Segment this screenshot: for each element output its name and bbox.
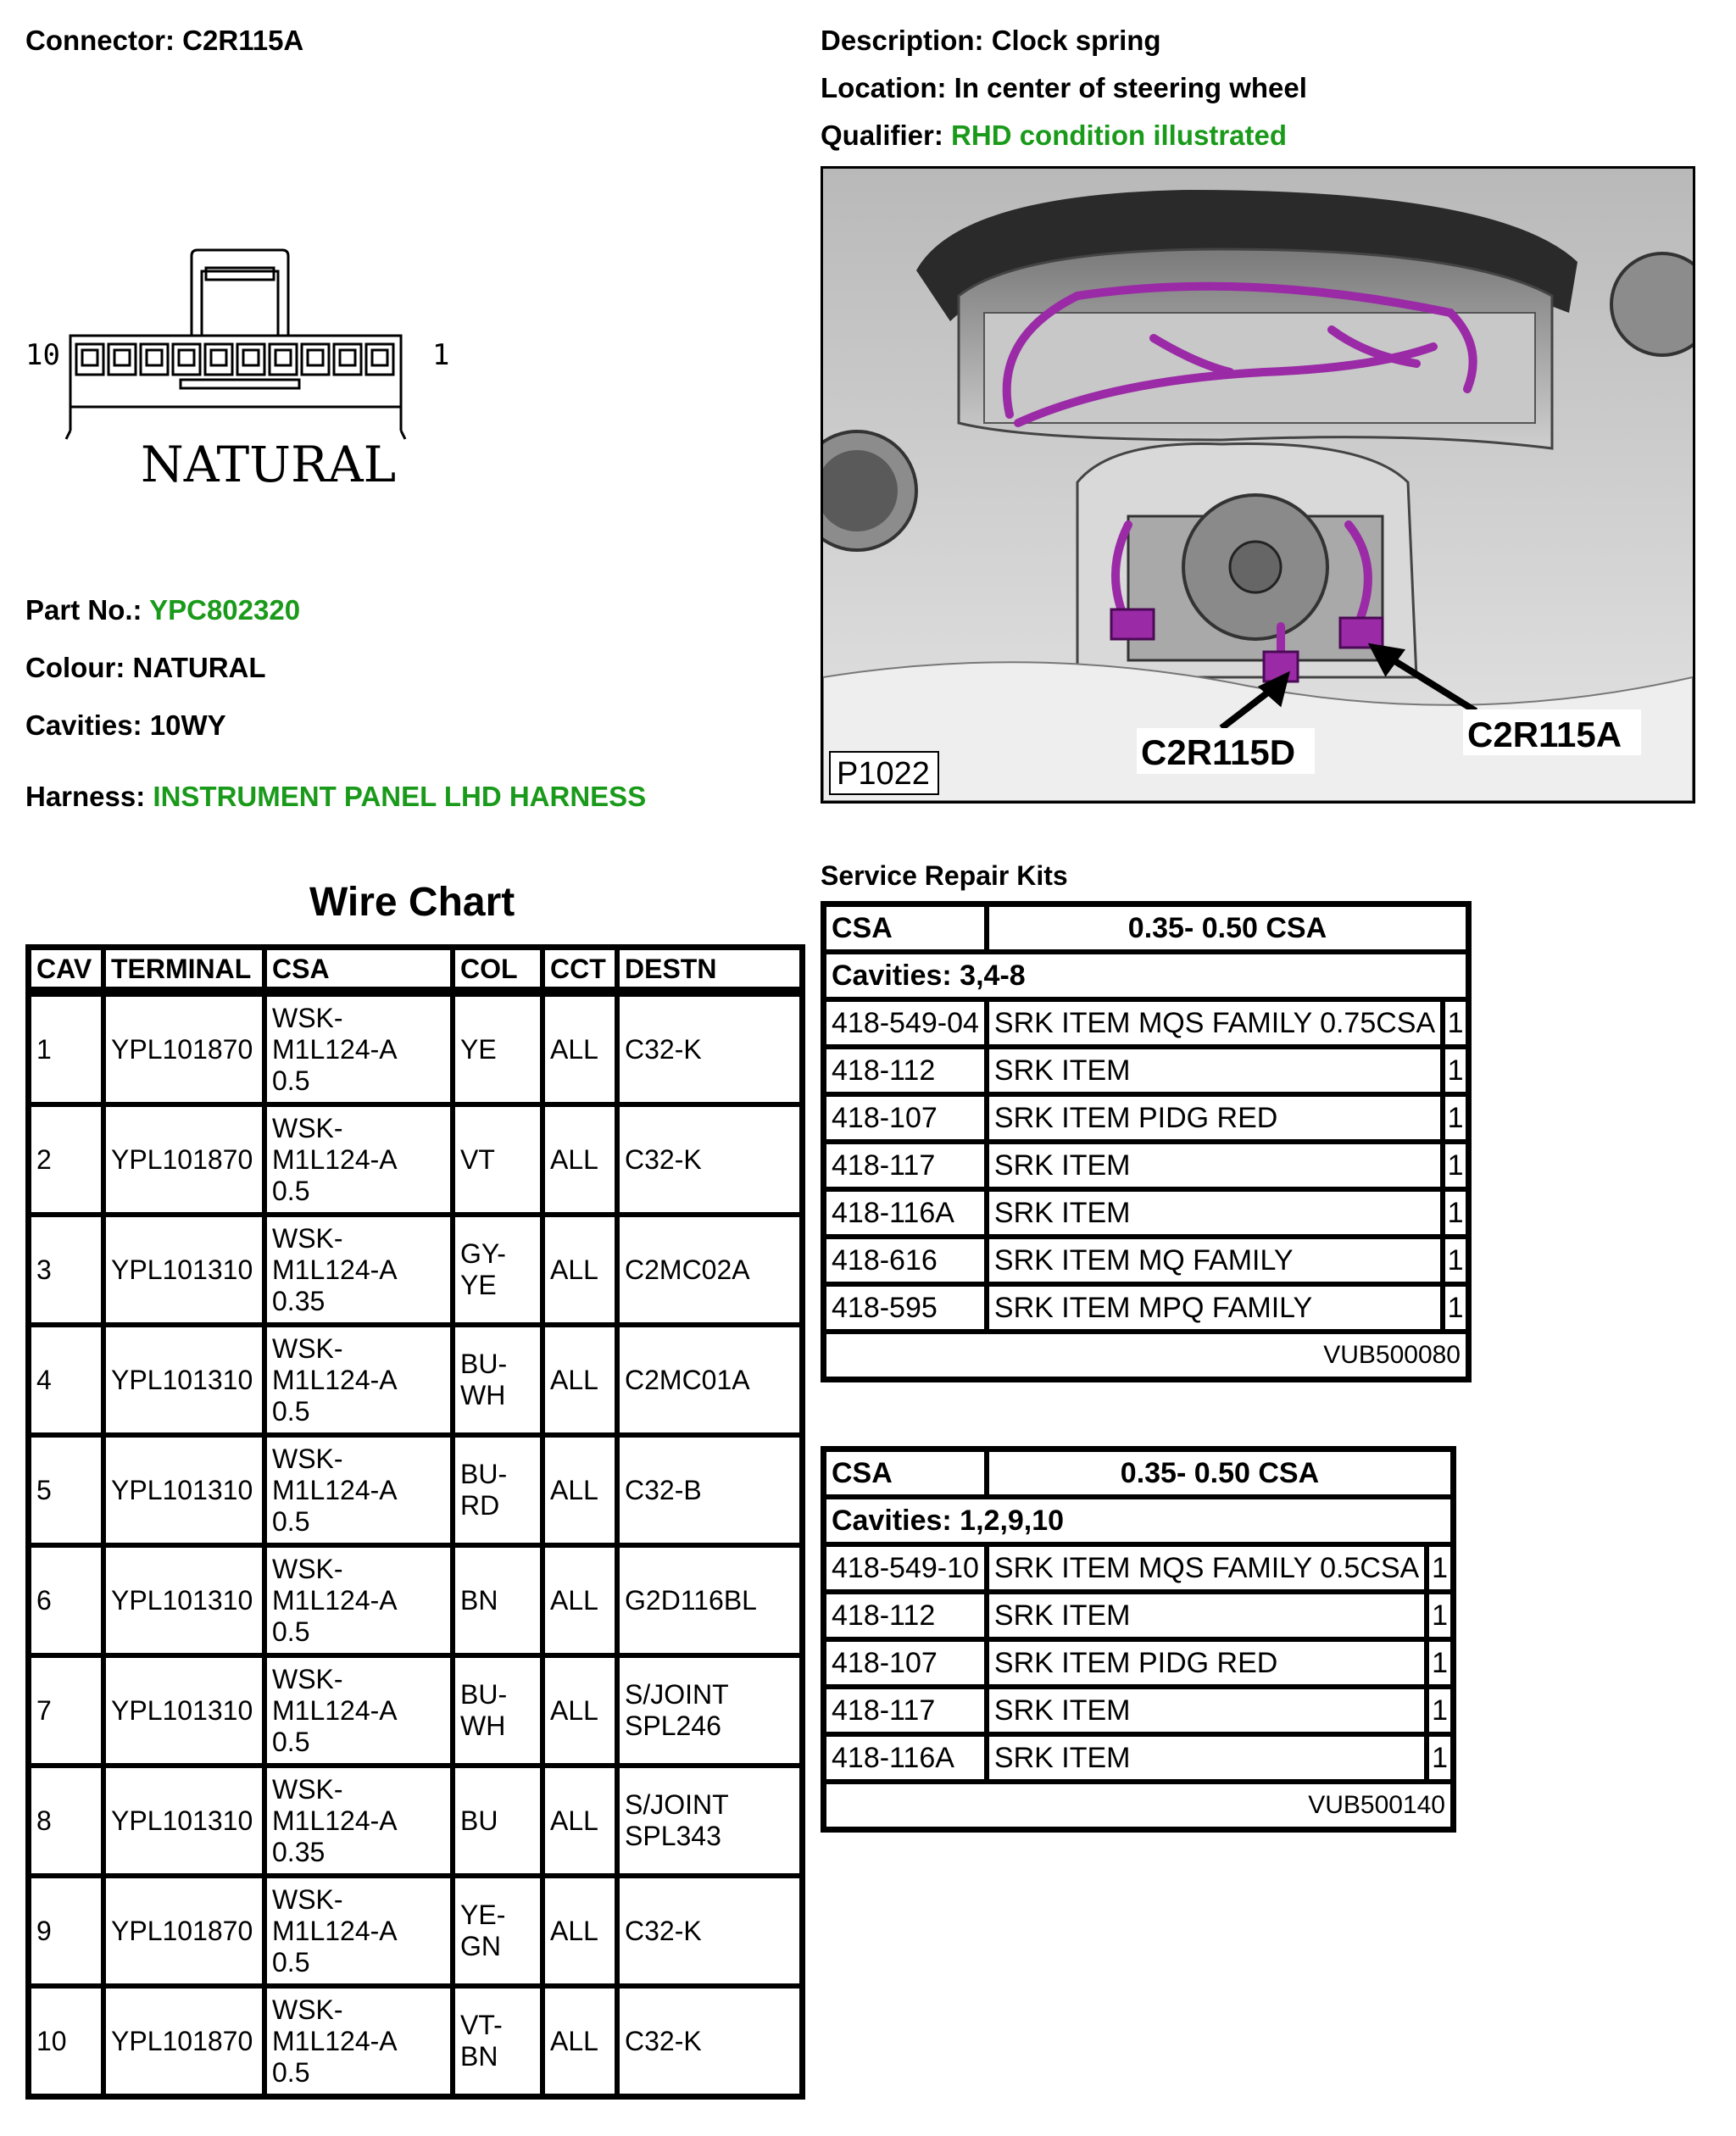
cell-csa-line: 0.5 (272, 1946, 310, 1977)
kit-item-qty: 1 (1443, 1094, 1468, 1142)
table-row (29, 1766, 802, 1876)
cell-csa-line: WSK- (272, 1883, 343, 1915)
cell-csa-line: M1L124-A (272, 1915, 398, 1946)
connector-label: Connector: (25, 25, 175, 56)
cell-destn (617, 1986, 802, 2096)
cell-terminal: YPL101310 (103, 1545, 264, 1655)
cell-cct: ALL (542, 1876, 617, 1986)
cell-col-line: BN (460, 1584, 498, 1616)
cell-terminal: YPL101310 (103, 1766, 264, 1876)
cavity-terminal (340, 350, 355, 365)
kit-item-code: 418-116A (824, 1734, 987, 1782)
kit-item-desc: SRK ITEM PIDG RED (987, 1639, 1427, 1687)
connector-line (25, 24, 303, 58)
cell-terminal: YPL101310 (103, 1435, 264, 1545)
kit-item-desc: SRK ITEM (987, 1142, 1443, 1189)
cell-csa-line: 0.5 (272, 1505, 310, 1537)
cavities-line (25, 709, 226, 743)
cell-terminal: YPL101870 (103, 1876, 264, 1986)
cell-destn-line: C32-K (625, 2025, 702, 2056)
cavity-terminal (308, 350, 323, 365)
kit-item-desc: SRK ITEM (987, 1592, 1427, 1639)
cavity-terminal (82, 350, 97, 365)
kit-item-qty: 1 (1443, 1237, 1468, 1284)
cell-destn-line: SPL343 (625, 1821, 721, 1851)
kit-item-desc: SRK ITEM (987, 1189, 1443, 1237)
kit-item-row (824, 1142, 1468, 1189)
kit-item-qty: 1 (1443, 1047, 1468, 1094)
cell-col-line: VT- (460, 2010, 503, 2040)
callout-c2r115a: C2R115A (1467, 715, 1622, 754)
cell-csa-line: WSK- (272, 1663, 343, 1694)
kit-item-code: 418-112 (824, 1592, 987, 1639)
cell-cct: ALL (542, 1545, 617, 1655)
cavities-value: 10WY (149, 709, 226, 741)
cell-csa-line: M1L124-A (272, 1694, 398, 1726)
cell-terminal: YPL101870 (103, 1104, 264, 1215)
cell-cav: 5 (29, 1435, 103, 1545)
table-row (29, 1876, 802, 1986)
table-row (29, 1545, 802, 1655)
cell-csa-line: 0.35 (272, 1285, 326, 1316)
kit-item-desc: SRK ITEM MPQ FAMILY (987, 1284, 1443, 1332)
kit-item-row (824, 1284, 1468, 1332)
kit-item-qty: 1 (1443, 1189, 1468, 1237)
wire-chart-table (25, 944, 805, 2100)
description-label: Description: (821, 25, 984, 56)
cell-csa-line: 0.5 (272, 1395, 310, 1427)
cell-col-line: GN (460, 1931, 501, 1961)
part-label: Part No.: (25, 594, 142, 626)
cell-cct: ALL (542, 1655, 617, 1766)
cell-destn-line: G2D116BL (625, 1584, 757, 1616)
cell-csa (264, 1986, 453, 2096)
kit-item-row (824, 1544, 1453, 1592)
cell-csa-line: M1L124-A (272, 1033, 398, 1065)
cell-col (453, 1545, 542, 1655)
kit-csa-range: 0.35- 0.50 CSA (987, 1449, 1453, 1497)
cavity-5 (237, 344, 264, 375)
cell-destn (617, 1104, 802, 1215)
table-row (29, 1986, 802, 2096)
cell-destn-line: C32-B (625, 1474, 702, 1505)
kit-item-row (824, 1687, 1453, 1734)
wire-chart-header-cct: CCT (542, 948, 617, 994)
connector-value: C2R115A (182, 25, 304, 56)
qualifier-value: RHD condition illustrated (951, 120, 1288, 151)
cell-cav: 4 (29, 1325, 103, 1435)
cell-cct: ALL (542, 1325, 617, 1435)
kit-cavities: Cavities: 1,2,9,10 (824, 1497, 1453, 1544)
cavity-row (76, 344, 393, 375)
kit-item-row (824, 1047, 1468, 1094)
cell-col-line: YE- (460, 1900, 506, 1930)
cell-destn-line: C32-K (625, 1143, 702, 1175)
cell-csa (264, 994, 453, 1104)
kit-item-desc: SRK ITEM MQS FAMILY 0.5CSA (987, 1544, 1427, 1592)
cell-csa-line: 0.5 (272, 1065, 310, 1096)
cell-cav: 1 (29, 994, 103, 1104)
kit-cavities-row (824, 1497, 1453, 1544)
qualifier-line (821, 119, 1287, 153)
pin-1-label: 1 (432, 338, 450, 372)
cell-destn-line: C2MC02A (625, 1254, 750, 1285)
harness-label: Harness: (25, 781, 146, 812)
cavity-terminal (372, 350, 387, 365)
table-row (29, 1435, 802, 1545)
cell-col-line: RD (460, 1490, 500, 1521)
kit-item-qty: 1 (1427, 1687, 1453, 1734)
cell-destn (617, 1325, 802, 1435)
part-number-line (25, 593, 300, 627)
colour-line (25, 651, 266, 685)
connector-face-diagram (24, 246, 465, 500)
kit-footer-row (824, 1782, 1453, 1829)
cavity-6 (205, 344, 232, 375)
cell-destn-line: C32-K (625, 1915, 702, 1946)
kit-item-desc: SRK ITEM MQS FAMILY 0.75CSA (987, 999, 1443, 1047)
location-value: In center of steering wheel (954, 72, 1307, 103)
location-label: Location: (821, 72, 947, 103)
cell-col (453, 1435, 542, 1545)
cell-terminal: YPL101310 (103, 1655, 264, 1766)
service-kits-title: Service Repair Kits (821, 860, 1068, 891)
cell-csa (264, 1655, 453, 1766)
dashboard-illustration (823, 169, 1693, 801)
cell-col-line: BU- (460, 1349, 508, 1379)
cell-cct: ALL (542, 1766, 617, 1876)
kit-number: VUB500080 (824, 1332, 1468, 1379)
cavity-1 (366, 344, 393, 375)
cell-cct: ALL (542, 1215, 617, 1325)
pin-10-label: 10 (25, 338, 60, 372)
cell-col-line: BU- (460, 1459, 508, 1489)
cell-cav: 9 (29, 1876, 103, 1986)
cell-col (453, 1104, 542, 1215)
cell-csa-line: 0.5 (272, 1616, 310, 1647)
wire-chart-header-csa: CSA (264, 948, 453, 994)
kit-csa-label: CSA (824, 1449, 987, 1497)
cell-terminal: YPL101870 (103, 994, 264, 1104)
cell-csa (264, 1766, 453, 1876)
cell-csa-line: 0.5 (272, 1726, 310, 1757)
kit-item-desc: SRK ITEM MQ FAMILY (987, 1237, 1443, 1284)
cavities-label: Cavities: (25, 709, 142, 741)
colour-value: NATURAL (132, 652, 266, 683)
cell-destn-line: C2MC01A (625, 1364, 750, 1395)
table-row (29, 1215, 802, 1325)
cell-cct: ALL (542, 1986, 617, 2096)
cell-cav: 7 (29, 1655, 103, 1766)
kit-csa-label: CSA (824, 904, 987, 952)
cell-csa-line: WSK- (272, 1994, 343, 2025)
cavity-terminal (243, 350, 259, 365)
cell-destn-line: SPL246 (625, 1710, 721, 1741)
cell-csa (264, 1325, 453, 1435)
wire-chart-header-cav: CAV (29, 948, 103, 994)
wire-chart-header-row (29, 948, 802, 994)
cell-terminal: YPL101870 (103, 1986, 264, 2096)
part-value: YPC802320 (149, 594, 301, 626)
cell-csa (264, 1104, 453, 1215)
table-row (29, 1104, 802, 1215)
kit-item-qty: 1 (1427, 1639, 1453, 1687)
wire-chart-header-destn: DESTN (617, 948, 802, 994)
cell-cct: ALL (542, 1104, 617, 1215)
kit-item-code: 418-107 (824, 1094, 987, 1142)
cell-terminal: YPL101310 (103, 1215, 264, 1325)
cavity-7 (173, 344, 200, 375)
kit-header-row (824, 1449, 1453, 1497)
kit-csa-range: 0.35- 0.50 CSA (987, 904, 1468, 952)
cell-col (453, 1215, 542, 1325)
cell-csa-line: WSK- (272, 1112, 343, 1143)
kit-item-qty: 1 (1427, 1592, 1453, 1639)
kit-item-qty: 1 (1443, 1142, 1468, 1189)
cell-destn (617, 1545, 802, 1655)
kit-number: VUB500140 (824, 1782, 1453, 1829)
cell-cav: 3 (29, 1215, 103, 1325)
cell-col-line: WH (460, 1380, 506, 1410)
harness-value: INSTRUMENT PANEL LHD HARNESS (153, 781, 647, 812)
kit-item-row (824, 1189, 1468, 1237)
cell-csa (264, 1876, 453, 1986)
cavity-10 (76, 344, 103, 375)
kit-footer-row (824, 1332, 1468, 1379)
cell-destn-line: S/JOINT (625, 1789, 729, 1820)
kit-item-code: 418-117 (824, 1687, 987, 1734)
kit-item-row (824, 1237, 1468, 1284)
cell-csa-line: WSK- (272, 1773, 343, 1805)
location-line (821, 71, 1307, 105)
callout-c2r115d: C2R115D (1141, 732, 1296, 772)
kit-cavities-row (824, 952, 1468, 999)
cell-csa-line: M1L124-A (272, 1584, 398, 1616)
cell-destn (617, 1215, 802, 1325)
cavity-terminal (179, 350, 194, 365)
table-row (29, 994, 802, 1104)
harness-line (25, 780, 646, 814)
cavity-2 (334, 344, 361, 375)
cell-col-line: WH (460, 1710, 506, 1741)
cell-destn (617, 1766, 802, 1876)
cell-col-line: GY- (460, 1238, 506, 1269)
kit-item-code: 418-107 (824, 1639, 987, 1687)
colour-label: Colour: (25, 652, 125, 683)
cell-csa (264, 1435, 453, 1545)
kit-item-qty: 1 (1443, 999, 1468, 1047)
cell-destn-line: S/JOINT (625, 1679, 729, 1710)
cell-col (453, 1655, 542, 1766)
kit-item-qty: 1 (1427, 1544, 1453, 1592)
cell-csa-line: 0.35 (272, 1836, 326, 1867)
cavity-3 (302, 344, 329, 375)
cell-col (453, 1876, 542, 1986)
cavity-terminal (114, 350, 130, 365)
kit-item-code: 418-616 (824, 1237, 987, 1284)
cell-destn-line: C32-K (625, 1033, 702, 1065)
cell-col (453, 1325, 542, 1435)
qualifier-label: Qualifier: (821, 120, 943, 151)
cell-csa-line: M1L124-A (272, 1143, 398, 1175)
cell-destn (617, 1876, 802, 1986)
kit-item-row (824, 1639, 1453, 1687)
cell-cav: 2 (29, 1104, 103, 1215)
cell-col-line: VT (460, 1143, 495, 1175)
wire-chart-header-terminal: TERMINAL (103, 948, 264, 994)
cell-csa-line: WSK- (272, 1443, 343, 1474)
kit-item-row (824, 1592, 1453, 1639)
cell-csa-line: M1L124-A (272, 1254, 398, 1285)
cell-csa (264, 1215, 453, 1325)
cavity-8 (141, 344, 168, 375)
cell-cav: 6 (29, 1545, 103, 1655)
location-photo (821, 166, 1695, 804)
wire-chart-header-col: COL (453, 948, 542, 994)
kit-item-desc: SRK ITEM (987, 1687, 1427, 1734)
kit-item-desc: SRK ITEM (987, 1734, 1427, 1782)
wire-chart-title: Wire Chart (309, 880, 515, 925)
description-line (821, 24, 1161, 58)
kit-header-row (824, 904, 1468, 952)
table-row (29, 1325, 802, 1435)
connector-colour-text: NATURAL (141, 436, 397, 493)
cell-col-line: BU (460, 1805, 498, 1836)
table-row (29, 1655, 802, 1766)
wire-chart-body (29, 994, 802, 2096)
cell-terminal: YPL101310 (103, 1325, 264, 1435)
kit-item-row (824, 1734, 1453, 1782)
cavity-4 (270, 344, 297, 375)
kit-item-code: 418-116A (824, 1189, 987, 1237)
cell-col-line: YE (460, 1033, 497, 1065)
cell-col-line: BU- (460, 1679, 508, 1710)
cavity-9 (108, 344, 136, 375)
cell-col-line: BN (460, 2041, 498, 2072)
cell-col-line: YE (460, 1270, 497, 1300)
cell-csa-line: M1L124-A (272, 1474, 398, 1505)
cell-col (453, 994, 542, 1104)
cell-csa-line: WSK- (272, 1002, 343, 1033)
kit-item-desc: SRK ITEM PIDG RED (987, 1094, 1443, 1142)
cell-cct: ALL (542, 1435, 617, 1545)
cell-csa-line: M1L124-A (272, 1364, 398, 1395)
kit-item-code: 418-595 (824, 1284, 987, 1332)
cell-destn (617, 994, 802, 1104)
cavity-terminal (147, 350, 162, 365)
cell-csa-line: M1L124-A (272, 2025, 398, 2056)
service-kit-table-1 (821, 901, 1472, 1382)
kit-item-code: 418-549-04 (824, 999, 987, 1047)
cell-cct: ALL (542, 994, 617, 1104)
kit-item-code: 418-117 (824, 1142, 987, 1189)
cell-csa-line: WSK- (272, 1332, 343, 1364)
kit-item-desc: SRK ITEM (987, 1047, 1443, 1094)
cell-csa (264, 1545, 453, 1655)
cell-csa-line: WSK- (272, 1222, 343, 1254)
cell-csa-line: 0.5 (272, 1175, 310, 1206)
kit-item-row (824, 1094, 1468, 1142)
kit-item-code: 418-112 (824, 1047, 987, 1094)
cell-col (453, 1986, 542, 2096)
cell-cav: 8 (29, 1766, 103, 1876)
cell-csa-line: 0.5 (272, 2056, 310, 2088)
cell-destn (617, 1435, 802, 1545)
kit-cavities: Cavities: 3,4-8 (824, 952, 1468, 999)
photo-ref: P1022 (837, 756, 930, 792)
kit-item-qty: 1 (1443, 1284, 1468, 1332)
cell-cav: 10 (29, 1986, 103, 2096)
cell-csa-line: WSK- (272, 1553, 343, 1584)
kit-item-qty: 1 (1427, 1734, 1453, 1782)
description-value: Clock spring (991, 25, 1161, 56)
cell-col (453, 1766, 542, 1876)
cell-csa-line: M1L124-A (272, 1805, 398, 1836)
kit-item-row (824, 999, 1468, 1047)
service-kit-table-2 (821, 1446, 1456, 1833)
cell-destn (617, 1655, 802, 1766)
kit-item-code: 418-549-10 (824, 1544, 987, 1592)
cavity-terminal (275, 350, 291, 365)
cavity-terminal (211, 350, 226, 365)
